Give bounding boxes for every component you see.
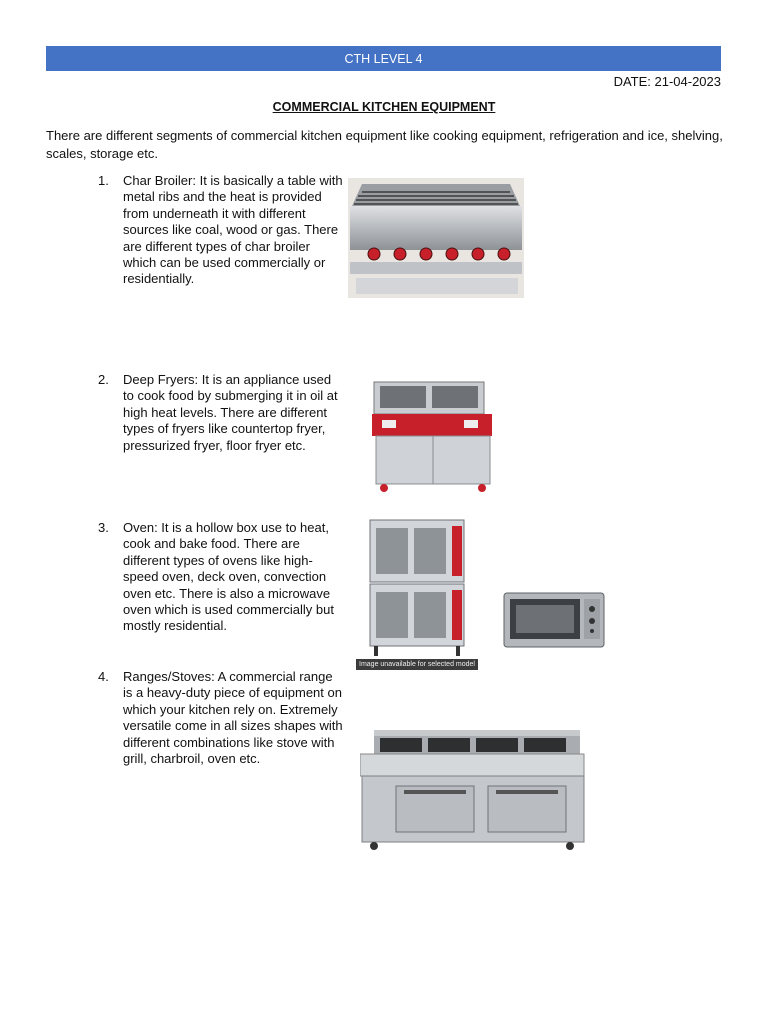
banner-title: CTH LEVEL 4 xyxy=(344,51,423,66)
list-text: Oven: It is a hollow box use to heat, cook and bake food. There are different types of ovens like high-speed oven, deck oven, convection oven etc. There is also a microwave oven which is used commercially but mostly residential. xyxy=(123,520,334,634)
document-title: COMMERCIAL KITCHEN EQUIPMENT xyxy=(272,100,496,114)
microwave-oven-image xyxy=(502,589,606,651)
commercial-range-image xyxy=(360,728,586,854)
document-date: DATE: 21-04-2023 xyxy=(613,74,721,89)
list-text: Ranges/Stoves: A commercial range is a heavy-duty piece of equipment on which your kitchen rely on. Extremely versatile come in all sizes shapes with different combinations like stove with grill, charbroil, oven etc. xyxy=(123,669,343,767)
list-number: 4. xyxy=(98,669,109,684)
list-item-ranges-stoves xyxy=(98,669,348,769)
header-banner xyxy=(46,46,721,71)
list-item-deep-fryers xyxy=(98,372,348,462)
list-item-oven xyxy=(98,520,348,640)
list-text: Char Broiler: It is basically a table with metal ribs and the heat is provided from underneath it with different sources like coal, wood or gas. There are different types of char broiler which can be used commercially or residentially. xyxy=(123,173,343,287)
deep-fryer-image xyxy=(370,374,496,494)
list-text: Deep Fryers: It is an appliance used to cook food by submerging it in oil at high heat levels. There are different types of fryers like countertop fryer, pressurized fryer, floor fryer etc. xyxy=(123,372,338,453)
list-number: 2. xyxy=(98,372,109,387)
convection-oven-image xyxy=(368,518,466,658)
list-number: 1. xyxy=(98,173,109,188)
image-caption: Image unavailable for selected model xyxy=(356,659,478,670)
intro-paragraph: There are different segments of commercial kitchen equipment like cooking equipment, refrigeration and ice, shelving, scales, storage etc. xyxy=(46,128,723,161)
list-item-char-broiler xyxy=(98,173,348,293)
char-broiler-image xyxy=(348,178,524,298)
list-number: 3. xyxy=(98,520,109,535)
